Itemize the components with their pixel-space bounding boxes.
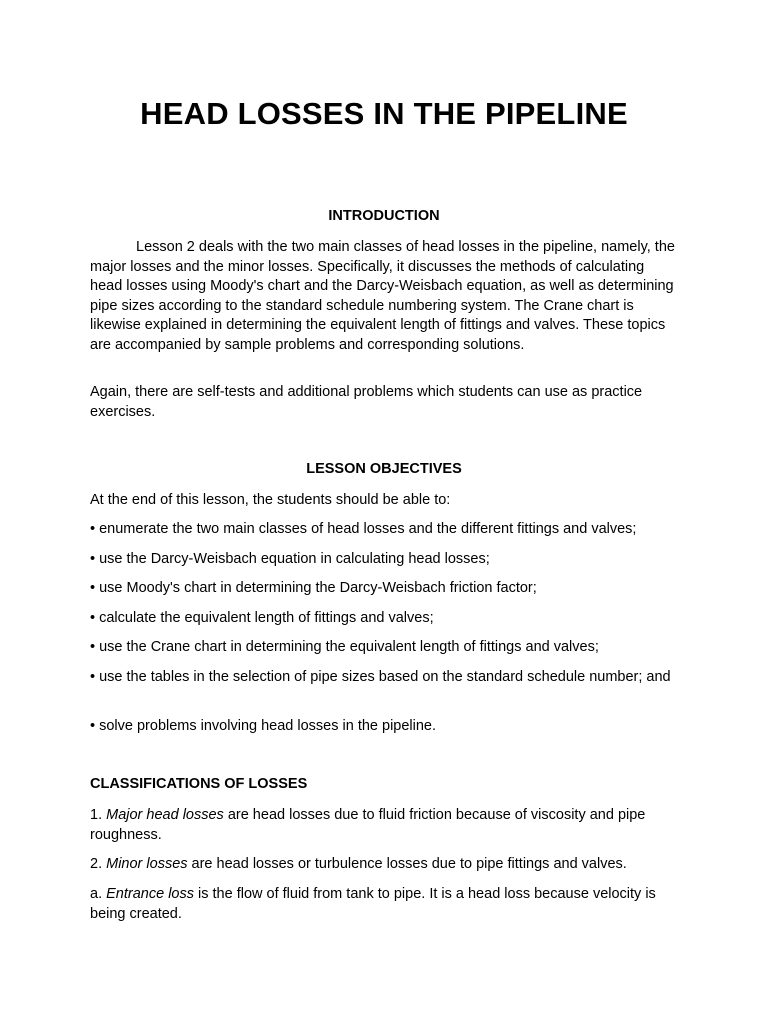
objective-item: • solve problems involving head losses in the pipeline. bbox=[90, 718, 437, 734]
introduction-heading: INTRODUCTION bbox=[328, 208, 440, 224]
page-title: HEAD LOSSES IN THE PIPELINE bbox=[140, 96, 628, 131]
introduction-paragraph-1: Lesson 2 deals with the two main classes of head losses in the pipeline, namely, the major losses and the minor losses. Specifically, it discusses the methods of calculating head losses using Moody's chart and the Darcy-Weisbach equation, as well as determining pipe sizes according to the standard schedule numbering system. The Crane chart is likewise explained in determining the equivalent length of fittings and valves. These topics are accompanied by sample problems and corresponding solutions. bbox=[90, 239, 675, 353]
classification-item-minor bbox=[90, 855, 680, 875]
objective-item: • use Moody's chart in determining the Darcy-Weisbach friction factor; bbox=[90, 580, 537, 596]
item-text: are head losses or turbulence losses due to pipe fittings and valves. bbox=[187, 856, 627, 872]
item-number: 1. bbox=[90, 807, 107, 823]
objective-item: • use the tables in the selection of pipe sizes based on the standard schedule number; and bbox=[90, 669, 671, 685]
objective-item: • calculate the equivalent length of fittings and valves; bbox=[90, 610, 434, 626]
term-entrance-loss: Entrance loss bbox=[106, 886, 194, 902]
objective-item: • enumerate the two main classes of head losses and the different fittings and valves; bbox=[90, 521, 637, 537]
objectives-lead: At the end of this lesson, the students should be able to: bbox=[90, 492, 451, 508]
classification-item-entrance bbox=[90, 885, 680, 924]
term-major-head-losses: Major head losses bbox=[106, 807, 224, 823]
item-text: are head losses due to fluid friction because of viscosity and pipe roughness. bbox=[90, 807, 646, 843]
classification-item-major bbox=[90, 806, 680, 845]
item-number: 2. bbox=[90, 856, 107, 872]
objectives-heading: LESSON OBJECTIVES bbox=[306, 461, 462, 477]
item-text: is the flow of fluid from tank to pipe. It is a head loss because velocity is being created. bbox=[90, 886, 656, 922]
objective-item: • use the Crane chart in determining the equivalent length of fittings and valves; bbox=[90, 639, 599, 655]
classifications-heading: CLASSIFICATIONS OF LOSSES bbox=[90, 776, 308, 792]
term-minor-losses: Minor losses bbox=[106, 856, 188, 872]
introduction-paragraph-2: Again, there are self-tests and additional problems which students can use as practice exercises. bbox=[90, 384, 643, 420]
objective-item: • use the Darcy-Weisbach equation in calculating head losses; bbox=[90, 551, 490, 567]
item-letter: a. bbox=[90, 886, 107, 902]
